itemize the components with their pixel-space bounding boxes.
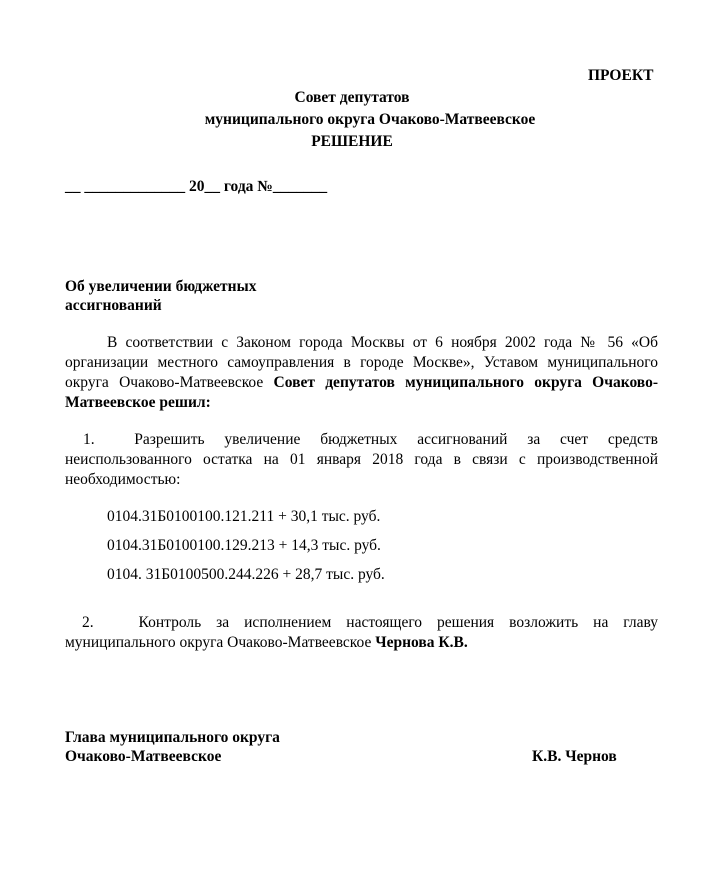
preamble-bold: Совет депутатов муниципального округа Очаково-Матвеевское решил: <box>65 374 658 411</box>
item-2-paragraph <box>65 613 658 653</box>
item-1-text: Разрешить увеличение бюджетных ассигнований за счет средств неиспользованного остатка на 01 января 2018 года в связи с производственной необходимостью: <box>65 431 658 488</box>
subject-line-1: Об увеличении бюджетных <box>65 278 257 295</box>
allocation-line: 0104.31Б0100100.129.213 + 14,3 тыс. руб. <box>107 537 381 554</box>
item-2-text: Контроль за исполнением настоящего решения возложить на главу муниципального округа Очаково-Матвеевское <box>65 614 659 651</box>
item-2-number: 2. <box>82 614 94 631</box>
council-title: Совет депутатов <box>294 89 410 106</box>
signature-name: К.В. Чернов <box>532 748 617 765</box>
signature-title-line-1: Глава муниципального округа <box>65 729 280 746</box>
signature-title-line-2: Очаково-Матвеевское <box>65 748 222 765</box>
item-1-number: 1. <box>83 431 95 448</box>
item-1-paragraph <box>65 430 658 490</box>
decision-title: РЕШЕНИЕ <box>311 133 393 150</box>
date-number-line: __ _____________ 20__ года №_______ <box>65 178 328 195</box>
allocation-line: 0104.31Б0100100.121.211 + 30,1 тыс. руб. <box>107 508 381 525</box>
allocation-line: 0104. 31Б0100500.244.226 + 28,7 тыс. руб. <box>107 566 385 583</box>
draft-label: ПРОЕКТ <box>588 67 654 84</box>
subject-line-2: ассигнований <box>65 297 162 314</box>
district-title: муниципального округа Очаково-Матвеевское <box>204 111 536 128</box>
item-2-bold: Чернова К.В. <box>375 634 468 651</box>
preamble-text: В соответствии с Законом города Москвы от 6 ноября 2002 года № 56 «Об организации местного самоуправления в городе Москве», Уставом муниципального округа Очаково-Матвеевское <box>65 334 658 391</box>
preamble-paragraph <box>65 333 658 413</box>
